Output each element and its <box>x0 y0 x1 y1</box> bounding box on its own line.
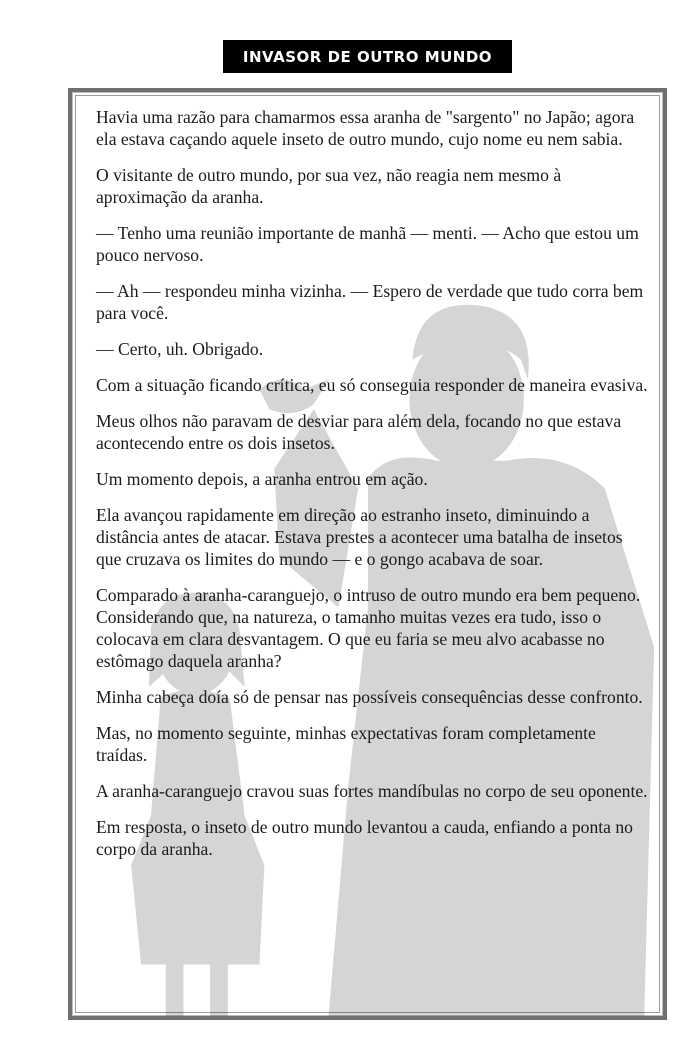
paragraph: Havia uma razão para chamarmos essa aranha de "sargento" no Japão; agora ela estava caçando aquele inseto de outro mundo, cujo nome eu nem sabia. <box>96 107 635 149</box>
paragraph: Com a situação ficando crítica, eu só conseguia responder de maneira evasiva. <box>96 375 648 395</box>
paragraph: — Certo, uh. Obrigado. <box>96 339 264 359</box>
paragraph: Minha cabeça doía só de pensar nas possíveis consequências desse confronto. <box>96 687 643 707</box>
paragraph: O visitante de outro mundo, por sua vez, não reagia nem mesmo à aproximação da aranha. <box>96 165 562 207</box>
paragraph: Em resposta, o inseto de outro mundo levantou a cauda, enfiando a ponta no corpo da aranha. <box>96 817 633 859</box>
text-frame <box>68 88 667 1020</box>
paragraph: Um momento depois, a aranha entrou em ação. <box>96 469 428 489</box>
paragraph: Comparado à aranha-caranguejo, o intruso de outro mundo era bem pequeno. Considerando que, na natureza, o tamanho muitas vezes era tudo, isso o colocava em clara desvantagem. O que eu faria se meu alvo acabasse no estômago daquela aranha? <box>96 585 641 671</box>
paragraph: Mas, no momento seguinte, minhas expectativas foram completamente traídas. <box>96 723 596 765</box>
paragraph: — Ah — respondeu minha vizinha. — Espero de verdade que tudo corra bem para você. <box>96 281 644 323</box>
paragraph: — Tenho uma reunião importante de manhã — menti. — Acho que estou um pouco nervoso. <box>96 223 639 265</box>
paragraph: A aranha-caranguejo cravou suas fortes mandíbulas no corpo de seu oponente. <box>96 781 648 801</box>
body-text <box>96 106 651 874</box>
paragraph: Meus olhos não paravam de desviar para além dela, focando no que estava acontecendo entre os dois insetos. <box>96 411 622 453</box>
paragraph: Ela avançou rapidamente em direção ao estranho inseto, diminuindo a distância antes de atacar. Estava prestes a acontecer uma batalha de insetos que cruzava os limites do mundo — e o gongo acabava de soar. <box>96 505 623 569</box>
page-title: INVASOR DE OUTRO MUNDO <box>223 40 512 73</box>
